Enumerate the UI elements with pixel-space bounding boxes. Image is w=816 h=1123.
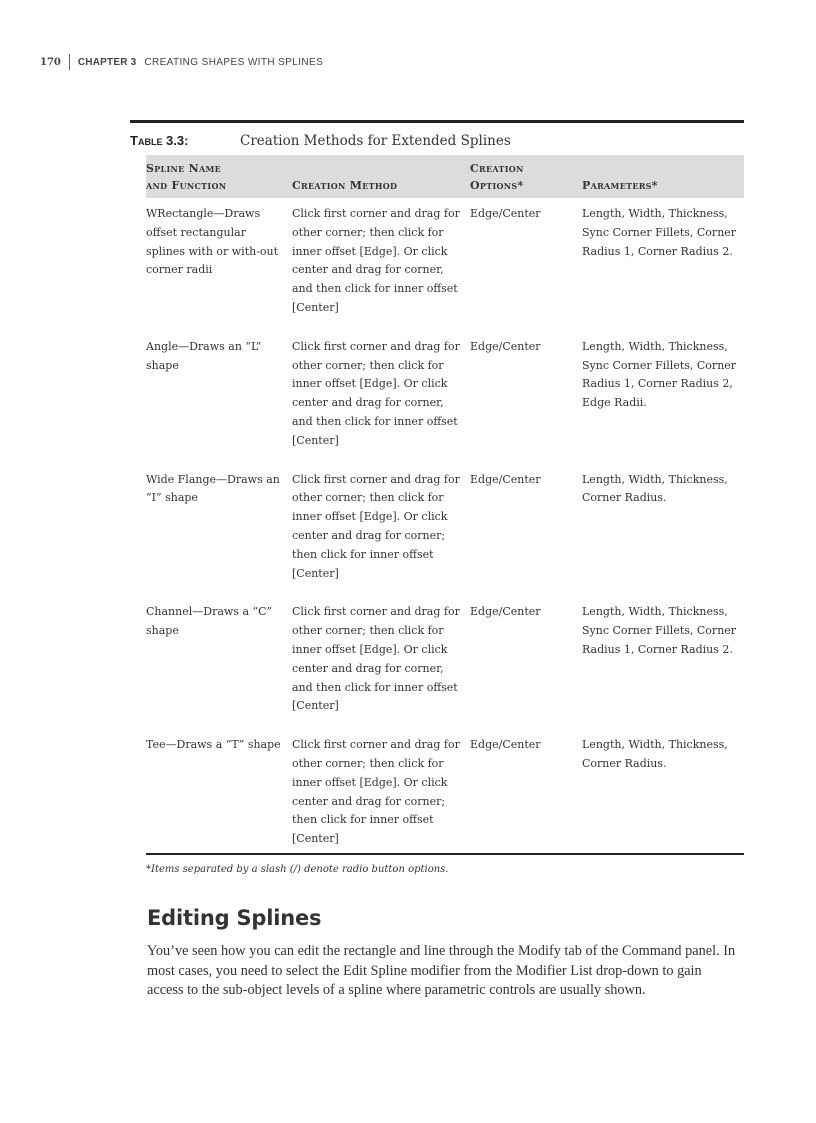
section-heading: Editing Splines (147, 906, 322, 930)
table-row (146, 198, 744, 331)
running-head-divider (69, 54, 70, 70)
cell-parameters: Length, Width, Thickness, Sync Corner Fillets, Corner Radius 1, Corner Radius 2. (582, 605, 737, 656)
cell-creation-method: Click first corner and drag for other corner; then click for inner offset [Edge]. Or click center and drag for corner; then click for inner offset [Center] (292, 472, 460, 580)
table-footnote: *Items separated by a slash (/) denote radio button options. (146, 863, 449, 875)
extended-splines-table (146, 155, 744, 853)
header-creation-options (470, 155, 582, 198)
cell-spline-name: Wide Flange—Draws an “I” shape (146, 472, 280, 505)
table-block (130, 120, 744, 875)
table-row (146, 596, 744, 729)
table-top-rule (130, 120, 744, 123)
cell-creation-method: Click first corner and drag for other corner; then click for inner offset [Edge]. Or click center and drag for corner, and then click for inner offset [Center] (292, 339, 460, 447)
table-row (146, 729, 744, 853)
chapter-label: CHAPTER 3 (77, 56, 137, 68)
cell-creation-options: Edge/Center (470, 738, 541, 752)
table-caption (130, 133, 744, 149)
header-spline-name-line2: and Function (146, 179, 227, 192)
header-parameters: Parameters* (582, 179, 658, 192)
header-creation-options-line2: Options* (470, 179, 524, 192)
running-head (40, 54, 323, 70)
table-label: Table 3.3: (130, 133, 189, 148)
header-spline-name (146, 155, 292, 198)
header-spline-name-line1: Spline Name (146, 162, 222, 175)
cell-parameters: Length, Width, Thickness, Sync Corner Fillets, Corner Radius 1, Corner Radius 2, Edge Radii. (582, 339, 737, 410)
table-bottom-rule (146, 853, 744, 855)
header-creation-options-line1: Creation (470, 162, 524, 175)
table-row (146, 464, 744, 597)
cell-creation-options: Edge/Center (470, 605, 541, 619)
cell-creation-options: Edge/Center (470, 339, 541, 353)
cell-parameters: Length, Width, Thickness, Corner Radius. (582, 738, 728, 770)
chapter-title: CREATING SHAPES WITH SPLINES (144, 56, 324, 68)
cell-creation-method: Click first corner and drag for other corner; then click for inner offset [Edge]. Or click center and drag for corner; then click for inner offset [Center] (292, 738, 460, 846)
body-paragraph: You’ve seen how you can edit the rectangle and line through the Modify tab of the Command panel. In most cases, you need to select the Edit Spline modifier from the Modifier List drop-down to gain access to the sub-object levels of a spline where parametric controls are usually shown. (147, 943, 736, 998)
cell-creation-options: Edge/Center (470, 207, 541, 220)
cell-creation-method: Click first corner and drag for other corner; then click for inner offset [Edge]. Or click center and drag for corner, and then click for inner offset [Center] (292, 605, 460, 713)
page-number: 170 (40, 56, 61, 68)
table-title: Creation Methods for Extended Splines (240, 133, 511, 149)
cell-spline-name: Angle—Draws an “L” shape (146, 339, 262, 372)
table-header-row (146, 155, 744, 198)
cell-spline-name: Tee—Draws a “T” shape (146, 738, 281, 752)
table-row (146, 331, 744, 464)
cell-parameters: Length, Width, Thickness, Corner Radius. (582, 472, 728, 505)
cell-parameters: Length, Width, Thickness, Sync Corner Fillets, Corner Radius 1, Corner Radius 2. (582, 207, 737, 258)
header-creation-method: Creation Method (292, 179, 398, 192)
cell-creation-options: Edge/Center (470, 472, 541, 486)
cell-spline-name: WRectangle—Draws offset rectangular splines with or with-out corner radii (146, 207, 279, 277)
cell-creation-method: Click first corner and drag for other corner; then click for inner offset [Edge]. Or click center and drag for corner, and then click for inner offset [Center] (292, 207, 460, 314)
cell-spline-name: Channel—Draws a “C” shape (146, 605, 273, 638)
